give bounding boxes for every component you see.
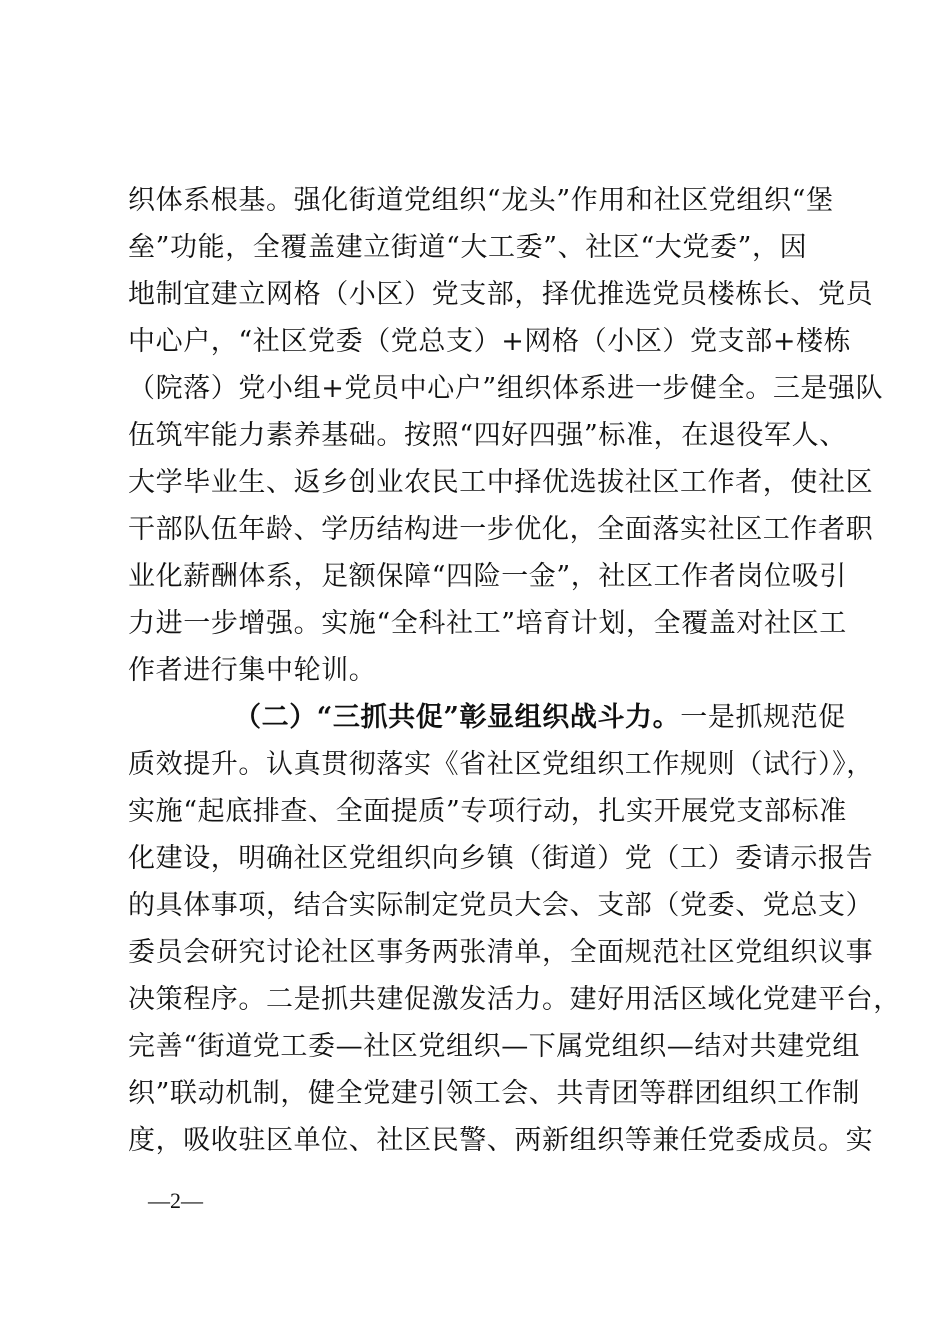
- body-text-line: 完善“街道党工委—社区党组织—下属党组织—结对共建党组: [128, 1031, 861, 1062]
- section-heading: （二）“三抓共促”彰显组织战斗力。: [234, 702, 681, 733]
- body-text-line: 委员会研究讨论社区事务两张清单，全面规范社区党组织议事: [128, 937, 874, 968]
- body-text-line: 作者进行集中轮训。: [128, 655, 377, 686]
- body-text-line: 大学毕业生、返乡创业农民工中择优选拔社区工作者，使社区: [128, 467, 874, 498]
- body-text-line: 中心户，“社区党委（党总支）+网格（小区）党支部+楼栋: [128, 326, 852, 357]
- body-text-line: 干部队伍年龄、学历结构进一步优化，全面落实社区工作者职: [128, 514, 874, 545]
- body-text-line: 力进一步增强。实施“全科社工”培育计划，全覆盖对社区工: [128, 608, 847, 639]
- body-text-line: （院落）党小组+党员中心户”组织体系进一步健全。三是强队: [128, 373, 884, 404]
- body-text-line: 垒”功能，全覆盖建立街道“大工委”、社区“大党委”，因: [128, 232, 808, 263]
- body-text-line: 决策程序。二是抓共建促激发活力。建好用活区域化党建平台，: [128, 984, 901, 1015]
- body-text-line: 业化薪酬体系，足额保障“四险一金”，社区工作者岗位吸引: [128, 561, 847, 592]
- body-text-line: 质效提升。认真贯彻落实《省社区党组织工作规则（试行）》，: [128, 749, 874, 780]
- body-text-line: 的具体事项，结合实际制定党员大会、支部（党委、党总支）: [128, 890, 874, 921]
- body-text-line: 地制宜建立网格（小区）党支部，择优推选党员楼栋长、党员: [128, 279, 874, 310]
- page-number: —2—: [148, 1188, 203, 1213]
- body-text-line: 织体系根基。强化街道党组织“龙头”作用和社区党组织“堡: [128, 185, 834, 216]
- body-text-line: 化建设，明确社区党组织向乡镇（街道）党（工）委请示报告: [128, 843, 874, 874]
- section-heading-continuation: 一是抓规范促: [680, 702, 846, 733]
- body-text-line: 实施“起底排查、全面提质”专项行动，扎实开展党支部标准: [128, 796, 847, 827]
- body-text-line: 度，吸收驻区单位、社区民警、两新组织等兼任党委成员。实: [128, 1125, 874, 1156]
- body-text-line: 伍筑牢能力素养基础。按照“四好四强”标准，在退役军人、: [128, 420, 847, 451]
- body-text-line: 织”联动机制，健全党建引领工会、共青团等群团组织工作制: [128, 1078, 861, 1109]
- section-heading-line: [234, 693, 846, 743]
